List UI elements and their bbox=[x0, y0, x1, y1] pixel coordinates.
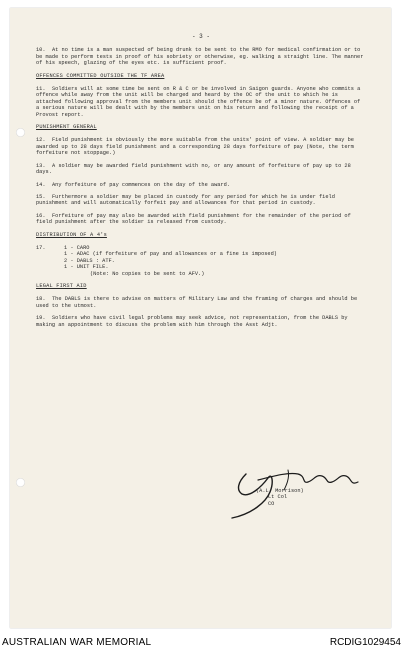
paragraph-11 bbox=[36, 86, 366, 118]
paragraph-text: Furthermore a soldier may be placed in custody for any period for which he is under field punishment and will automatically forfeit pay and allowances for that period in custody. bbox=[36, 193, 335, 207]
archive-name: AUSTRALIAN WAR MEMORIAL bbox=[2, 637, 152, 648]
section-heading-legal: LEGAL FIRST AID bbox=[36, 282, 87, 289]
punch-hole bbox=[16, 478, 25, 487]
paragraph-19 bbox=[36, 315, 366, 328]
paragraph-number: 11. bbox=[36, 86, 46, 93]
paragraph-number: 18. bbox=[36, 296, 46, 303]
paragraph-13 bbox=[36, 163, 366, 176]
section-heading-punishment: PUNISHMENT GENERAL bbox=[36, 124, 97, 131]
section-heading-offences: OFFENCES COMMITTED OUTSIDE THE TF AREA bbox=[36, 72, 165, 79]
signatory-rank: Lt Col bbox=[268, 494, 288, 501]
paragraph-18 bbox=[36, 296, 366, 309]
paragraph-12 bbox=[36, 137, 366, 156]
paragraph-14 bbox=[36, 182, 366, 188]
document-body bbox=[36, 34, 366, 334]
paragraph-number: 12. bbox=[36, 137, 46, 144]
paragraph-number: 17. bbox=[36, 244, 46, 251]
paragraph-text: A soldier may be awarded field punishment with no, or any amount of forfeiture of pay up to 28 days. bbox=[36, 162, 351, 176]
paragraph-text: Any forfeiture of pay commences on the day of the award. bbox=[52, 181, 231, 188]
archive-footer bbox=[0, 634, 405, 653]
distribution-item: 1 - CARO bbox=[64, 244, 90, 251]
distribution-item: 2 - DABLS : ATF. bbox=[64, 257, 115, 264]
paragraph-15 bbox=[36, 194, 366, 207]
signatory-name: (A.L. Morrison) bbox=[256, 488, 304, 494]
distribution-item: 1 - UNIT FILE. bbox=[64, 264, 109, 271]
paragraph-number: 16. bbox=[36, 212, 46, 219]
paragraph-text: Forfeiture of pay may also be awarded with field punishment for the remainder of the period of field punishment after the soldier is released from custody. bbox=[36, 212, 351, 226]
signature-block bbox=[256, 488, 304, 507]
archive-reference: RCDIG1029454 bbox=[329, 637, 401, 648]
paragraph-number: 14. bbox=[36, 181, 46, 188]
paragraph-10 bbox=[36, 47, 366, 66]
paragraph-number: 15. bbox=[36, 193, 46, 200]
page-number: - 3 - bbox=[191, 33, 210, 40]
paragraph-text: Field punishment is obviously the more suitable from the units' point of view. A soldier may be awarded up to 28 days field punishment and a corresponding 28 days forfeiture of pay (Note, the term forfeiture not stoppage.) bbox=[36, 137, 354, 157]
paragraph-number: 19. bbox=[36, 315, 46, 322]
distribution-list bbox=[36, 245, 366, 277]
section-heading-distribution: DISTRIBUTION OF A 4's bbox=[36, 231, 107, 238]
distribution-item: 1 - ADAC (if forfeiture of pay and allowances or a fine is imposed) bbox=[64, 251, 277, 258]
paragraph-number: 13. bbox=[36, 162, 46, 169]
distribution-note: (Note: No copies to be sent to AFV.) bbox=[90, 270, 205, 277]
paragraph-text: Soldiers will at some time be sent on R & C or be involved in Saigon guards. Anyone who commits a offence while away from the unit will be charged and heard by the OC of the unit to which he is attached following approval from the members unit should the offence be of a minor nature. Offences of a serious nature will be dealt with by the members unit on his return and following the receipt of a Provost report. bbox=[36, 86, 361, 118]
paragraph-number: 10. bbox=[36, 47, 46, 54]
punch-hole bbox=[16, 128, 25, 137]
paragraph-text: The DABLS is there to advise on matters of Military Law and the framing of charges and should be used to the utmost. bbox=[36, 296, 358, 309]
signatory-role: CO bbox=[268, 500, 275, 507]
paragraph-text: Soldiers who have civil legal problems may seek advice, not representation, from the DABLS by making an appointment to discuss the problem with him through the Asst Adjt. bbox=[36, 315, 348, 328]
paragraph-text: At no time is a man suspected of being drunk to be sent to the RMO for medical confirmation or to be made to perform tests in proof of his sobriety or otherwise, eg. walking a straight line. The manner of his speech, glazing of the eyes etc. is sufficient proof. bbox=[36, 47, 364, 67]
paragraph-16 bbox=[36, 213, 366, 226]
